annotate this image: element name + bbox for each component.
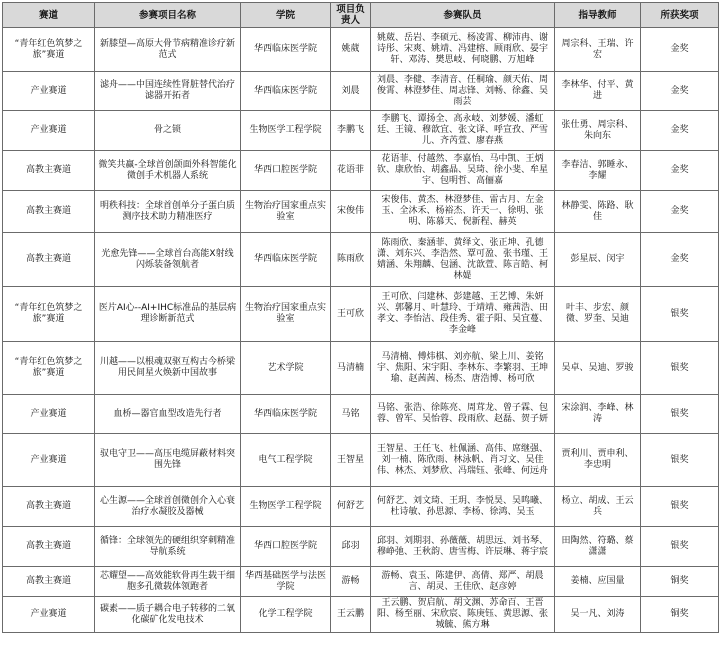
cell-advisors: 林静雯、陈路、耿佳 (555, 191, 641, 233)
cell-award: 金奖 (641, 111, 719, 151)
table-row (3, 28, 719, 72)
cell-leader: 李鹏飞 (331, 111, 371, 151)
table-row (3, 111, 719, 151)
cell-project: 芯耀望——高效能软骨再生载干细胞多孔微载体领跑者 (95, 567, 241, 597)
header-leader: 项目负责人 (331, 3, 371, 28)
cell-award: 银奖 (641, 487, 719, 527)
header-advisors: 指导教师 (555, 3, 641, 28)
cell-advisors: 吴一凡、刘涛 (555, 597, 641, 633)
cell-project: 骨之锁 (95, 111, 241, 151)
cell-advisors: 杨立、胡成、王云兵 (555, 487, 641, 527)
cell-leader: 王智星 (331, 434, 371, 487)
cell-project: 微笑共赢-全球首创颌面外科智能化微创手术机器人系统 (95, 151, 241, 191)
cell-project: 光愈先锋——全球首台高能X射线闪烁装备领航者 (95, 233, 241, 287)
cell-award: 银奖 (641, 342, 719, 395)
cell-advisors: 田陶然、符璐、蔡潇潇 (555, 527, 641, 567)
cell-leader: 王云鹏 (331, 597, 371, 633)
cell-college: 化学工程学院 (241, 597, 331, 633)
cell-college: 华西口腔医学院 (241, 527, 331, 567)
cell-college: 生物医学工程学院 (241, 111, 331, 151)
header-members: 参赛队员 (371, 3, 555, 28)
cell-award: 铜奖 (641, 567, 719, 597)
cell-track: “青年红色筑梦之旅”赛道 (3, 342, 95, 395)
cell-college: 华西临床医学院 (241, 72, 331, 111)
cell-award: 金奖 (641, 72, 719, 111)
cell-college: 华西临床医学院 (241, 233, 331, 287)
cell-leader: 刘晨 (331, 72, 371, 111)
cell-track: 产业赛道 (3, 395, 95, 434)
table-row (3, 233, 719, 287)
cell-college: 华西临床医学院 (241, 28, 331, 72)
cell-members: 王智星、王任飞、杜佩涵、高伟、席继强、刘一楠、陈欣雨、林泳帆、肖习文、吴佳伟、林杰、刘梦欣、冯瑞钰、张峰、何远舟 (371, 434, 555, 487)
cell-project: 新膝望—高原大骨节病精准诊疗新范式 (95, 28, 241, 72)
cell-college: 生物治疗国家重点实验室 (241, 287, 331, 342)
cell-leader: 邱羽 (331, 527, 371, 567)
table-row (3, 151, 719, 191)
cell-project: 碳素——质子耦合电子转移的二氧化碳矿化发电技术 (95, 597, 241, 633)
cell-members: 马铭、张浩、徐陈亮、周茸龙、曾子霖、包蓉、曾军、吴怡蓉、段雨欣、赵磊、贺子妍 (371, 395, 555, 434)
cell-award: 金奖 (641, 151, 719, 191)
cell-project: 明秩科技：全球首创单分子蛋白质测序技术助力精准医疗 (95, 191, 241, 233)
cell-members: 王云鹏、贺启航、胡文渊、苏命百、王晋阳、杨至丽、宋欣宸、陈庚钰、黄思源、张城毓、熊方琳 (371, 597, 555, 633)
cell-award: 金奖 (641, 233, 719, 287)
cell-track: 产业赛道 (3, 597, 95, 633)
cell-leader: 马清楠 (331, 342, 371, 395)
cell-members: 宋俊伟、黄杰、林澄梦佳、雷古月、左金玉、全沐禾、杨裕杰、许天一、徐明、张明、陈慕天、倪新程、赫英 (371, 191, 555, 233)
cell-members: 王可欣、闫建林、彭建越、王艺博、朱妍兴、郭馨月、叶慧玲、于靖靖、雍茜浩、田孝文、李怡洁、段佳秀、霍子阳、吴宜蔓、李金峰 (371, 287, 555, 342)
cell-track: “青年红色筑梦之旅”赛道 (3, 287, 95, 342)
cell-advisors: 吴卓、吴迪、罗骏 (555, 342, 641, 395)
cell-track: 高教主赛道 (3, 233, 95, 287)
cell-award: 银奖 (641, 434, 719, 487)
table-row (3, 567, 719, 597)
cell-advisors: 贾利川、贾申利、李忠明 (555, 434, 641, 487)
cell-award: 银奖 (641, 395, 719, 434)
cell-track: 产业赛道 (3, 72, 95, 111)
cell-members: 李鹏飞、谭扬全、高永岐、刘梦媛、潘虹廷、王镜、穆歆宜、张文译、呼宣孜、严雪儿、齐芮萱、廖春燕 (371, 111, 555, 151)
table-row (3, 487, 719, 527)
cell-advisors: 叶丰、步宏、颜微、罗奎、吴迪 (555, 287, 641, 342)
cell-college: 华西基础医学与法医学院 (241, 567, 331, 597)
cell-leader: 王可欣 (331, 287, 371, 342)
cell-track: 产业赛道 (3, 111, 95, 151)
cell-advisors: 张仕勇、周宗科、朱向东 (555, 111, 641, 151)
cell-members: 邱羽、刘期羽、孙薇薇、胡思远、刘书琴、穆峥弛、王秋韵、唐雪梅、许辰琳、蒋宇宸 (371, 527, 555, 567)
cell-project: 川越——以根魂双驱互构古今桥梁 用民间星火焕新中国故事 (95, 342, 241, 395)
cell-leader: 陈雨欣 (331, 233, 371, 287)
cell-advisors: 周宗科、王瑞、许宏 (555, 28, 641, 72)
cell-college: 生物医学工程学院 (241, 487, 331, 527)
cell-college: 华西临床医学院 (241, 395, 331, 434)
header-project: 参赛项目名称 (95, 3, 241, 28)
cell-advisors: 李春洁、郭睡永、李耀 (555, 151, 641, 191)
cell-track: “青年红色筑梦之旅”赛道 (3, 28, 95, 72)
header-track: 赛道 (3, 3, 95, 28)
header-award: 所获奖项 (641, 3, 719, 28)
header-college: 学院 (241, 3, 331, 28)
cell-college: 艺术学院 (241, 342, 331, 395)
cell-leader: 宋俊伟 (331, 191, 371, 233)
cell-members: 刘晨、李健、李清音、任桐瑜、颜天佑、周俊霄、林澄梦佳、周志锋、刘畅、徐鑫、吴雨芸 (371, 72, 555, 111)
cell-advisors: 宋涂润、李峰、林涛 (555, 395, 641, 434)
table-row (3, 342, 719, 395)
cell-members: 陈雨欣、秦涵菲、黄绎文、张正坤、孔德潇、刘东兴、李浩然、覃可盈、张书瑾、王婧涵、朱翔麟、包涵、沈歆萱、陈言皓、柯林媞 (371, 233, 555, 287)
cell-advisors: 李林华、付平、黄进 (555, 72, 641, 111)
cell-track: 高教主赛道 (3, 151, 95, 191)
cell-track: 高教主赛道 (3, 487, 95, 527)
cell-leader: 姚葳 (331, 28, 371, 72)
table-row (3, 72, 719, 111)
table-row (3, 191, 719, 233)
cell-members: 花语菲、付越然、李嘉怡、马中凯、王炳钦、康欣怡、胡鑫晶、吴琦、徐小斐、牟星宇、包明哲、高俪嘉 (371, 151, 555, 191)
cell-leader: 马铭 (331, 395, 371, 434)
cell-award: 铜奖 (641, 597, 719, 633)
cell-award: 银奖 (641, 527, 719, 567)
cell-members: 马清楠、傅炜棋、刘亦航、梁上川、姜铭宇、焦阳、宋宇阳、李林东、李繁羽、王坤瑜、赵茜茜、杨杰、唐浩博、杨可欣 (371, 342, 555, 395)
table-row (3, 434, 719, 487)
cell-project: 驭电守卫——高压电缆屏蔽材料突围先锋 (95, 434, 241, 487)
cell-college: 电气工程学院 (241, 434, 331, 487)
cell-college: 华西口腔医学院 (241, 151, 331, 191)
cell-track: 产业赛道 (3, 434, 95, 487)
cell-leader: 游畅 (331, 567, 371, 597)
header-row (3, 3, 719, 28)
table-row (3, 527, 719, 567)
cell-leader: 花语菲 (331, 151, 371, 191)
cell-track: 高教主赛道 (3, 567, 95, 597)
table-row (3, 597, 719, 633)
awards-table (2, 2, 719, 633)
cell-track: 高教主赛道 (3, 191, 95, 233)
cell-college: 生物治疗国家重点实验室 (241, 191, 331, 233)
cell-project: 医片AI心--AI+IHC标准品的基层病理诊断新范式 (95, 287, 241, 342)
cell-advisors: 彭星辰、闵宇 (555, 233, 641, 287)
cell-award: 金奖 (641, 191, 719, 233)
table-row (3, 287, 719, 342)
table-row (3, 395, 719, 434)
cell-members: 何舒艺、刘文琦、王玥、李悦昊、吴鸣曦、杜诗敏、孙思源、李杨、徐鸿、吴玉 (371, 487, 555, 527)
cell-project: 心生源——全球首创微创介入心衰治疗水凝胶及器械 (95, 487, 241, 527)
cell-track: 高教主赛道 (3, 527, 95, 567)
cell-project: 滤舟——中国连续性肾脏替代治疗滤器开拓者 (95, 72, 241, 111)
cell-members: 游畅、袁玉、陈建伊、高倩、郑严、胡晨言、胡灵、王佳欣、赵彦婷 (371, 567, 555, 597)
cell-leader: 何舒艺 (331, 487, 371, 527)
cell-project: 循锋：全球领先的硬组织穿刺精准导航系统 (95, 527, 241, 567)
cell-award: 金奖 (641, 28, 719, 72)
cell-members: 姚葳、岳岩、李硕元、杨凌霄、柳沛冉、谢诗彤、宋爽、姚靖、冯建榕、顾雨欣、晏宇轩、邓涛、樊思岐、何晓鹏、万旭峰 (371, 28, 555, 72)
cell-award: 银奖 (641, 287, 719, 342)
cell-advisors: 姜楠、应国量 (555, 567, 641, 597)
cell-project: 血桥—器官血型改造先行者 (95, 395, 241, 434)
